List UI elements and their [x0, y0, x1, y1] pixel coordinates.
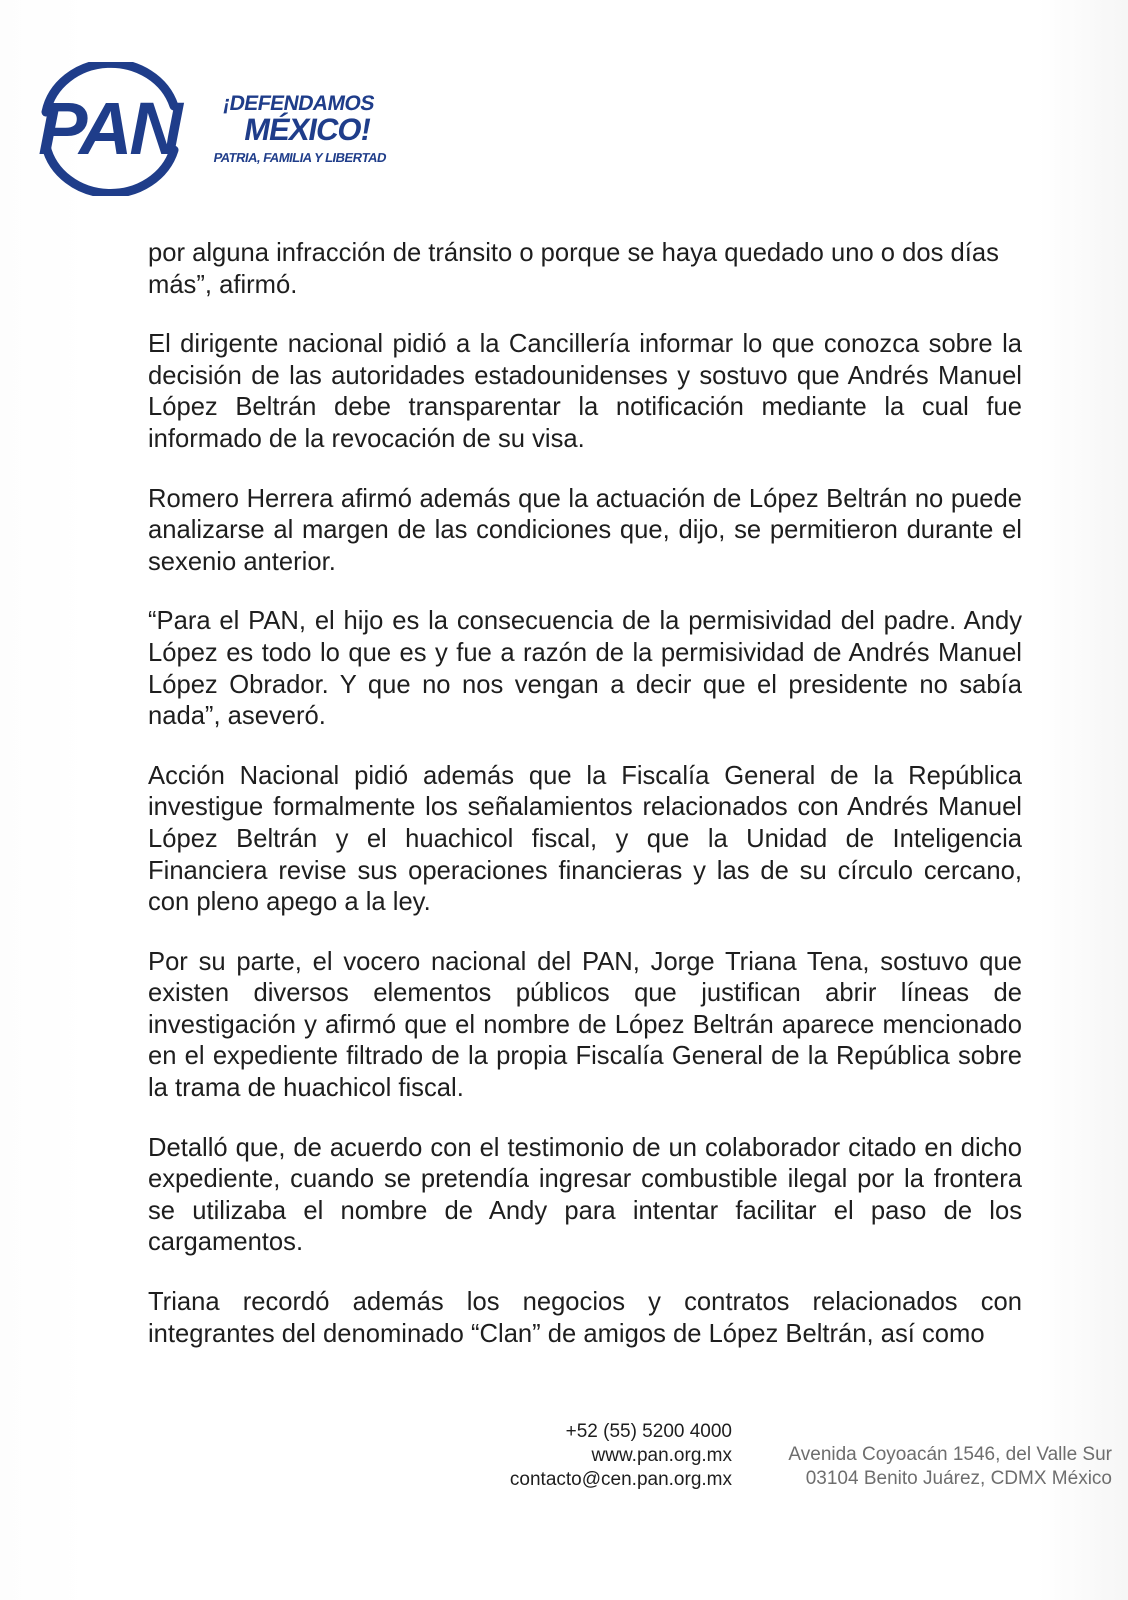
slogan-line-3: PATRIA, FAMILIA Y LIBERTAD	[212, 150, 388, 165]
pan-logo-text: PAN	[38, 87, 180, 170]
footer-address-line-2: 03104 Benito Juárez, CDMX México	[805, 1468, 1112, 1489]
paragraph: Acción Nacional pidió además que la Fiscalía General de la República investigue formalmente los señalamientos relacionados con Andrés Manuel López Beltrán y el huachicol fiscal, y que la Unidad de Inteligencia Financiera revise sus operaciones financieras y las de su círculo cercano, con pleno apego a la ley.	[148, 761, 1022, 917]
footer-contact	[470, 1420, 732, 1492]
pan-logo	[24, 62, 194, 196]
paragraph: por alguna infracción de tránsito o porque se haya quedado uno o dos días más”, afirmó.	[148, 239, 999, 299]
footer-email: contacto@cen.pan.org.mx	[509, 1469, 732, 1490]
press-release-body	[148, 238, 1022, 1378]
paragraph: “Para el PAN, el hijo es la consecuencia de la permisividad del padre. Andy López es todo lo que es y fue a razón de la permisividad de Andrés Manuel López Obrador. Y que no nos vengan a decir que el presidente no sabía nada”, aseveró.	[148, 607, 1022, 731]
paragraph: El dirigente nacional pidió a la Cancillería informar lo que conozca sobre la decisión de las autoridades estadounidenses y sostuvo que Andrés Manuel López Beltrán debe transparentar la notificación mediante la cual fue informado de la revocación de su visa.	[148, 330, 1022, 453]
paragraph: Romero Herrera afirmó además que la actuación de López Beltrán no puede analizarse al margen de las condiciones que, dijo, se permitieron durante el sexenio anterior.	[148, 484, 1022, 576]
footer-phone: +52 (55) 5200 4000	[565, 1421, 732, 1442]
footer-website: www.pan.org.mx	[591, 1445, 732, 1466]
slogan-line-2: MÉXICO!	[241, 112, 374, 147]
paragraph: Triana recordó además los negocios y contratos relacionados con integrantes del denominado “Clan” de amigos de López Beltrán, así como	[148, 1288, 1022, 1348]
footer-address-line-1: Avenida Coyoacán 1546, del Valle Sur	[788, 1444, 1112, 1465]
footer-address	[752, 1443, 1112, 1491]
letterhead	[24, 62, 424, 202]
slogan-logo	[212, 88, 412, 178]
paragraph: Detalló que, de acuerdo con el testimonio de un colaborador citado en dicho expediente, cuando se pretendía ingresar combustible ilegal por la frontera se utilizaba el nombre de Andy para intentar facilitar el paso de los cargamentos.	[148, 1133, 1022, 1257]
slogan-line-1: ¡DEFENDAMOS	[221, 92, 377, 115]
paragraph: Por su parte, el vocero nacional del PAN, Jorge Triana Tena, sostuvo que existen diversos elementos públicos que justifican abrir líneas de investigación y afirmó que el nombre de López Beltrán aparece mencionado en el expediente filtrado de la propia Fiscalía General de la República sobre la trama de huachicol fiscal.	[148, 947, 1022, 1103]
